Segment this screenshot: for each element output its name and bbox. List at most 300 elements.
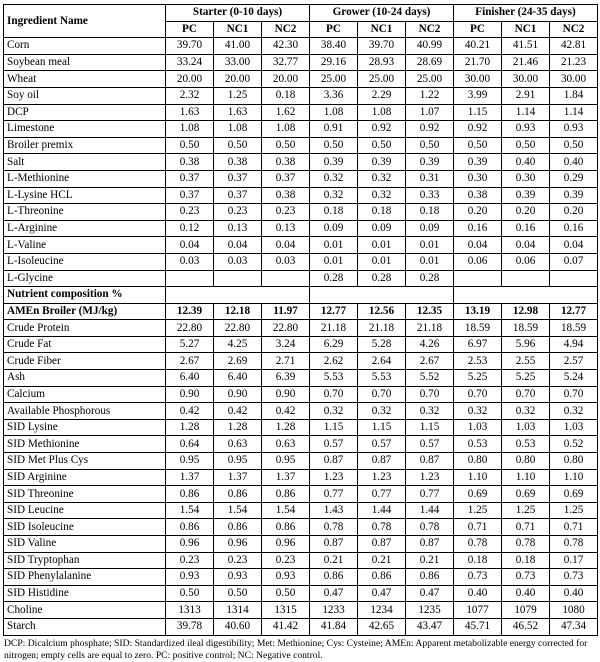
cell-grower-pc: 29.16 <box>310 54 358 71</box>
cell-grower-nc1: 0.87 <box>358 536 406 553</box>
cell-finisher-nc1: 0.71 <box>502 519 550 536</box>
cell-finisher-nc1: 46.52 <box>502 618 550 635</box>
cell-starter-pc <box>166 270 214 287</box>
cell-grower-nc2: 0.18 <box>406 204 454 221</box>
cell-grower-nc1: 0.47 <box>358 585 406 602</box>
cell-grower-nc2: 0.57 <box>406 436 454 453</box>
cell-finisher-pc: 0.30 <box>454 170 502 187</box>
header-row-phases <box>4 5 598 22</box>
cell-finisher-nc1: 0.80 <box>502 453 550 470</box>
nutrient-row-crude-protein <box>4 320 598 337</box>
cell-starter-nc1: 0.42 <box>214 403 262 420</box>
cell-finisher-nc1: 0.30 <box>502 170 550 187</box>
ingredient-name: L-Threonine <box>4 204 166 221</box>
cell-starter-nc2: 0.96 <box>262 536 310 553</box>
cell-finisher-pc: 0.92 <box>454 121 502 138</box>
cell-grower-nc2: 0.50 <box>406 137 454 154</box>
cell-starter-pc: 22.80 <box>166 320 214 337</box>
cell-grower-nc1: 0.92 <box>358 121 406 138</box>
nutrient-row-choline <box>4 602 598 619</box>
nutrient-row-ash <box>4 370 598 387</box>
cell-grower-nc1: 0.70 <box>358 386 406 403</box>
cell-grower-nc1: 2.29 <box>358 87 406 104</box>
cell-grower-pc: 1.15 <box>310 419 358 436</box>
cell-finisher-nc2: 0.73 <box>550 569 598 586</box>
ingredient-name: Wheat <box>4 71 166 88</box>
ingredients-section <box>4 38 598 287</box>
nutrient-name: SID Valine <box>4 536 166 553</box>
cell-starter-nc1: 0.96 <box>214 536 262 553</box>
cell-grower-nc1: 1.44 <box>358 502 406 519</box>
cell-finisher-nc2: 0.69 <box>550 486 598 503</box>
cell-starter-nc1: 0.38 <box>214 154 262 171</box>
cell-starter-pc: 0.12 <box>166 220 214 237</box>
col-header-finisher-nc2: NC2 <box>550 21 598 38</box>
cell-grower-nc2: 0.87 <box>406 453 454 470</box>
cell-starter-nc2: 0.93 <box>262 569 310 586</box>
cell-starter-nc2: 0.13 <box>262 220 310 237</box>
ingredient-row-broiler-premix <box>4 137 598 154</box>
cell-grower-nc1: 0.28 <box>358 270 406 287</box>
cell-starter-pc: 0.95 <box>166 453 214 470</box>
cell-starter-pc: 5.27 <box>166 336 214 353</box>
cell-starter-pc: 0.38 <box>166 154 214 171</box>
cell-finisher-nc2: 0.04 <box>550 237 598 254</box>
cell-grower-nc1: 0.01 <box>358 237 406 254</box>
cell-starter-pc: 1.63 <box>166 104 214 121</box>
cell-finisher-pc: 6.97 <box>454 336 502 353</box>
cell-grower-nc2: 0.92 <box>406 121 454 138</box>
cell-starter-pc: 0.37 <box>166 170 214 187</box>
cell-starter-nc1: 0.37 <box>214 187 262 204</box>
cell-starter-nc2: 0.86 <box>262 486 310 503</box>
cell-finisher-nc2: 4.94 <box>550 336 598 353</box>
cell-grower-pc: 25.00 <box>310 71 358 88</box>
cell-starter-pc: 0.37 <box>166 187 214 204</box>
cell-grower-pc: 1.08 <box>310 104 358 121</box>
col-header-starter-pc: PC <box>166 21 214 38</box>
cell-grower-nc2: 0.01 <box>406 253 454 270</box>
diet-composition-table <box>3 4 598 636</box>
ingredient-name: Corn <box>4 38 166 55</box>
cell-starter-nc2: 3.24 <box>262 336 310 353</box>
cell-starter-nc1: 0.37 <box>214 170 262 187</box>
cell-grower-nc2: 4.26 <box>406 336 454 353</box>
cell-finisher-nc2: 47.34 <box>550 618 598 635</box>
nutrient-name: SID Tryptophan <box>4 552 166 569</box>
cell-grower-nc2: 43.47 <box>406 618 454 635</box>
cell-finisher-pc: 3.99 <box>454 87 502 104</box>
cell-finisher-pc: 40.21 <box>454 38 502 55</box>
cell-finisher-nc2: 1.03 <box>550 419 598 436</box>
cell-grower-pc: 1233 <box>310 602 358 619</box>
cell-grower-nc2: 0.78 <box>406 519 454 536</box>
cell-finisher-nc1: 1079 <box>502 602 550 619</box>
cell-grower-nc2: 1235 <box>406 602 454 619</box>
ingredient-name-header: Ingredient Name <box>4 5 166 38</box>
cell-finisher-pc: 45.71 <box>454 618 502 635</box>
col-header-grower-nc1: NC1 <box>358 21 406 38</box>
cell-finisher-nc2: 12.77 <box>550 303 598 320</box>
cell-finisher-pc: 2.53 <box>454 353 502 370</box>
ingredient-row-soybean-meal <box>4 54 598 71</box>
cell-starter-nc2: 6.39 <box>262 370 310 387</box>
cell-grower-nc1: 0.77 <box>358 486 406 503</box>
ingredient-row-limestone <box>4 121 598 138</box>
cell-finisher-nc2: 1.10 <box>550 469 598 486</box>
cell-grower-nc1: 0.09 <box>358 220 406 237</box>
cell-grower-nc1: 28.93 <box>358 54 406 71</box>
cell-finisher-nc2: 0.40 <box>550 154 598 171</box>
cell-finisher-nc1: 18.59 <box>502 320 550 337</box>
cell-starter-nc1: 1.37 <box>214 469 262 486</box>
cell-finisher-pc: 1.25 <box>454 502 502 519</box>
nutrient-row-sid-phenylalanine <box>4 569 598 586</box>
cell-finisher-nc2: 0.39 <box>550 187 598 204</box>
nutrient-name: SID Arginine <box>4 469 166 486</box>
cell-starter-nc2: 32.77 <box>262 54 310 71</box>
nutrient-name: SID Met Plus Cys <box>4 453 166 470</box>
ingredient-name: Limestone <box>4 121 166 138</box>
cell-starter-pc: 0.86 <box>166 519 214 536</box>
nutrient-name: Calcium <box>4 386 166 403</box>
ingredient-row-wheat <box>4 71 598 88</box>
cell-grower-nc1: 0.78 <box>358 519 406 536</box>
cell-starter-nc1: 40.60 <box>214 618 262 635</box>
cell-grower-nc2: 1.15 <box>406 419 454 436</box>
cell-grower-nc1: 1.08 <box>358 104 406 121</box>
cell-starter-nc2: 11.97 <box>262 303 310 320</box>
cell-finisher-nc1: 5.96 <box>502 336 550 353</box>
cell-grower-nc1: 0.50 <box>358 137 406 154</box>
ingredient-name: Soybean meal <box>4 54 166 71</box>
nutrients-section <box>4 303 598 635</box>
cell-grower-pc: 0.78 <box>310 519 358 536</box>
cell-grower-nc2: 0.01 <box>406 237 454 254</box>
cell-starter-nc2: 0.50 <box>262 137 310 154</box>
cell-starter-pc: 1.54 <box>166 502 214 519</box>
nutrient-name: SID Lysine <box>4 419 166 436</box>
cell-grower-nc2: 0.87 <box>406 536 454 553</box>
cell-starter-nc1: 6.40 <box>214 370 262 387</box>
cell-finisher-pc: 1077 <box>454 602 502 619</box>
cell-starter-nc2: 0.86 <box>262 519 310 536</box>
cell-finisher-nc2: 42.81 <box>550 38 598 55</box>
cell-starter-nc2: 1315 <box>262 602 310 619</box>
cell-finisher-pc: 1.03 <box>454 419 502 436</box>
cell-starter-nc1: 0.23 <box>214 204 262 221</box>
cell-finisher-pc: 0.78 <box>454 536 502 553</box>
cell-finisher-nc2: 1080 <box>550 602 598 619</box>
cell-starter-nc1: 0.03 <box>214 253 262 270</box>
cell-grower-nc1: 0.39 <box>358 154 406 171</box>
ingredient-name: Soy oil <box>4 87 166 104</box>
nutrient-row-available-phosphorous <box>4 403 598 420</box>
cell-finisher-nc1: 0.53 <box>502 436 550 453</box>
cell-grower-pc: 6.29 <box>310 336 358 353</box>
cell-grower-pc: 0.50 <box>310 137 358 154</box>
cell-starter-nc1: 2.69 <box>214 353 262 370</box>
cell-finisher-nc2: 0.32 <box>550 403 598 420</box>
cell-starter-nc2: 0.18 <box>262 87 310 104</box>
cell-starter-nc1: 0.93 <box>214 569 262 586</box>
cell-starter-nc2: 20.00 <box>262 71 310 88</box>
cell-finisher-nc2: 0.29 <box>550 170 598 187</box>
nutrient-row-sid-isoleucine <box>4 519 598 536</box>
cell-starter-pc: 0.23 <box>166 204 214 221</box>
cell-finisher-nc2: 0.71 <box>550 519 598 536</box>
cell-starter-nc2: 0.38 <box>262 187 310 204</box>
cell-grower-nc1: 1.15 <box>358 419 406 436</box>
cell-grower-nc2: 1.44 <box>406 502 454 519</box>
cell-grower-nc1: 1.23 <box>358 469 406 486</box>
cell-starter-pc: 0.42 <box>166 403 214 420</box>
nutrient-row-crude-fiber <box>4 353 598 370</box>
cell-finisher-pc: 30.00 <box>454 71 502 88</box>
cell-finisher-pc: 1.10 <box>454 469 502 486</box>
cell-starter-nc1: 1.08 <box>214 121 262 138</box>
phase-header-starter: Starter (0-10 days) <box>166 5 310 22</box>
cell-finisher-pc: 0.80 <box>454 453 502 470</box>
cell-finisher-nc2 <box>550 270 598 287</box>
cell-finisher-nc2: 2.57 <box>550 353 598 370</box>
cell-starter-nc1: 0.50 <box>214 585 262 602</box>
col-header-finisher-pc: PC <box>454 21 502 38</box>
cell-grower-pc: 0.32 <box>310 187 358 204</box>
cell-starter-nc1: 41.00 <box>214 38 262 55</box>
ingredient-row-corn <box>4 38 598 55</box>
cell-grower-pc: 0.18 <box>310 204 358 221</box>
table-footnote: DCP: Dicalcium phosphate; SID: Standardized ileal digestibility; Met: Methionine; Cys: Cysteine; AMEn: Apparent metabolizable energy corrected for nitrogen; empty cells are equal to zero. PC: positive control; NC: Negative control. <box>4 637 588 661</box>
cell-grower-nc1: 0.21 <box>358 552 406 569</box>
cell-grower-pc: 0.87 <box>310 536 358 553</box>
cell-starter-pc: 0.96 <box>166 536 214 553</box>
cell-grower-pc: 3.36 <box>310 87 358 104</box>
cell-grower-pc: 0.86 <box>310 569 358 586</box>
cell-starter-pc: 20.00 <box>166 71 214 88</box>
cell-starter-pc: 33.24 <box>166 54 214 71</box>
cell-finisher-pc: 0.70 <box>454 386 502 403</box>
cell-starter-nc1: 0.23 <box>214 552 262 569</box>
cell-grower-pc: 41.84 <box>310 618 358 635</box>
cell-finisher-pc: 0.50 <box>454 137 502 154</box>
cell-starter-nc1: 0.04 <box>214 237 262 254</box>
cell-grower-nc1: 0.86 <box>358 569 406 586</box>
nutrient-row-sid-tryptophan <box>4 552 598 569</box>
cell-finisher-nc2: 30.00 <box>550 71 598 88</box>
cell-grower-pc: 0.87 <box>310 453 358 470</box>
nutrient-name: SID Phenylalanine <box>4 569 166 586</box>
cell-finisher-nc1: 12.98 <box>502 303 550 320</box>
cell-grower-pc: 0.47 <box>310 585 358 602</box>
nutrient-row-sid-methionine <box>4 436 598 453</box>
cell-starter-nc1: 0.86 <box>214 519 262 536</box>
cell-starter-nc2: 1.08 <box>262 121 310 138</box>
cell-grower-nc1: 5.28 <box>358 336 406 353</box>
cell-finisher-nc1: 0.93 <box>502 121 550 138</box>
cell-finisher-nc1 <box>502 270 550 287</box>
cell-starter-nc2: 0.23 <box>262 552 310 569</box>
cell-finisher-pc: 21.70 <box>454 54 502 71</box>
cell-finisher-nc1: 1.25 <box>502 502 550 519</box>
cell-finisher-nc2: 1.25 <box>550 502 598 519</box>
cell-starter-pc: 0.23 <box>166 552 214 569</box>
cell-grower-pc: 12.77 <box>310 303 358 320</box>
cell-grower-nc1: 0.87 <box>358 453 406 470</box>
cell-starter-nc1: 0.13 <box>214 220 262 237</box>
cell-grower-nc2: 21.18 <box>406 320 454 337</box>
ingredient-row-l-valine <box>4 237 598 254</box>
cell-finisher-nc1: 0.18 <box>502 552 550 569</box>
cell-finisher-nc2: 21.23 <box>550 54 598 71</box>
ingredient-row-l-lysine-hcl <box>4 187 598 204</box>
cell-starter-nc1: 1.54 <box>214 502 262 519</box>
cell-grower-nc1: 21.18 <box>358 320 406 337</box>
cell-grower-nc1: 2.64 <box>358 353 406 370</box>
cell-grower-nc2: 0.28 <box>406 270 454 287</box>
phase-header-grower: Grower (10-24 days) <box>310 5 454 22</box>
cell-starter-nc1: 20.00 <box>214 71 262 88</box>
cell-finisher-nc1: 0.78 <box>502 536 550 553</box>
ingredient-name: L-Arginine <box>4 220 166 237</box>
nutrient-name: Choline <box>4 602 166 619</box>
cell-starter-pc: 0.93 <box>166 569 214 586</box>
cell-finisher-nc1: 1.14 <box>502 104 550 121</box>
cell-finisher-pc: 0.40 <box>454 585 502 602</box>
ingredient-name: DCP <box>4 104 166 121</box>
cell-starter-nc1: 1314 <box>214 602 262 619</box>
cell-starter-nc2: 2.71 <box>262 353 310 370</box>
ingredient-name: L-Lysine HCL <box>4 187 166 204</box>
ingredient-row-salt <box>4 154 598 171</box>
cell-starter-pc: 0.64 <box>166 436 214 453</box>
cell-grower-nc2: 0.09 <box>406 220 454 237</box>
cell-grower-nc1: 0.57 <box>358 436 406 453</box>
ingredient-row-l-arginine <box>4 220 598 237</box>
cell-starter-nc1: 0.90 <box>214 386 262 403</box>
cell-starter-nc1: 1.25 <box>214 87 262 104</box>
cell-starter-nc2: 0.37 <box>262 170 310 187</box>
cell-finisher-pc: 0.20 <box>454 204 502 221</box>
nutrient-row-sid-valine <box>4 536 598 553</box>
nutrient-section-header <box>4 287 598 304</box>
cell-finisher-nc2: 0.40 <box>550 585 598 602</box>
cell-starter-pc: 2.67 <box>166 353 214 370</box>
nutrient-name: Crude Protein <box>4 320 166 337</box>
phase-header-finisher: Finisher (24-35 days) <box>454 5 598 22</box>
cell-starter-pc: 0.50 <box>166 137 214 154</box>
cell-grower-pc: 0.77 <box>310 486 358 503</box>
cell-finisher-pc: 0.71 <box>454 519 502 536</box>
nutrient-row-sid-threonine <box>4 486 598 503</box>
cell-grower-pc: 0.57 <box>310 436 358 453</box>
cell-finisher-pc: 5.25 <box>454 370 502 387</box>
cell-starter-pc: 0.03 <box>166 253 214 270</box>
cell-grower-nc2: 0.70 <box>406 386 454 403</box>
col-header-grower-pc: PC <box>310 21 358 38</box>
cell-grower-nc1: 12.56 <box>358 303 406 320</box>
cell-starter-nc2: 41.42 <box>262 618 310 635</box>
cell-finisher-pc: 0.04 <box>454 237 502 254</box>
cell-grower-pc: 0.28 <box>310 270 358 287</box>
nutrient-name: Ash <box>4 370 166 387</box>
cell-starter-nc1: 0.50 <box>214 137 262 154</box>
cell-grower-pc: 0.01 <box>310 253 358 270</box>
ingredient-name: L-Methionine <box>4 170 166 187</box>
cell-finisher-nc1: 0.40 <box>502 154 550 171</box>
cell-grower-nc1: 0.01 <box>358 253 406 270</box>
ingredient-row-soy-oil <box>4 87 598 104</box>
cell-grower-nc1: 25.00 <box>358 71 406 88</box>
ingredient-name: Broiler premix <box>4 137 166 154</box>
cell-finisher-nc1: 2.91 <box>502 87 550 104</box>
cell-grower-nc2: 0.86 <box>406 569 454 586</box>
cell-grower-nc1: 0.32 <box>358 187 406 204</box>
nutrient-name: Crude Fat <box>4 336 166 353</box>
cell-finisher-nc2: 0.80 <box>550 453 598 470</box>
cell-grower-pc: 5.53 <box>310 370 358 387</box>
cell-grower-pc: 38.40 <box>310 38 358 55</box>
nutrient-row-sid-lysine <box>4 419 598 436</box>
cell-starter-nc2: 0.04 <box>262 237 310 254</box>
cell-grower-nc2: 0.33 <box>406 187 454 204</box>
cell-starter-pc: 6.40 <box>166 370 214 387</box>
nutrient-row-sid-met-plus-cys <box>4 453 598 470</box>
cell-finisher-nc2: 0.20 <box>550 204 598 221</box>
cell-grower-nc1: 1234 <box>358 602 406 619</box>
cell-finisher-pc: 0.32 <box>454 403 502 420</box>
cell-finisher-nc1: 41.51 <box>502 38 550 55</box>
nutrient-name: AMEn Broiler (MJ/kg) <box>4 303 166 320</box>
cell-grower-pc: 0.01 <box>310 237 358 254</box>
nutrient-name: SID Leucine <box>4 502 166 519</box>
cell-starter-nc2: 0.38 <box>262 154 310 171</box>
cell-finisher-nc1: 1.10 <box>502 469 550 486</box>
cell-grower-nc2: 1.22 <box>406 87 454 104</box>
cell-starter-pc: 39.70 <box>166 38 214 55</box>
cell-grower-pc: 21.18 <box>310 320 358 337</box>
ingredient-row-l-isoleucine <box>4 253 598 270</box>
ingredient-name: L-Valine <box>4 237 166 254</box>
cell-grower-nc2: 0.31 <box>406 170 454 187</box>
cell-starter-nc1: 1.28 <box>214 419 262 436</box>
cell-finisher-pc: 0.16 <box>454 220 502 237</box>
cell-finisher-nc1: 30.00 <box>502 71 550 88</box>
cell-finisher-nc1: 0.69 <box>502 486 550 503</box>
cell-starter-nc2 <box>262 270 310 287</box>
cell-grower-pc: 0.91 <box>310 121 358 138</box>
cell-finisher-nc2: 1.14 <box>550 104 598 121</box>
cell-starter-pc: 0.50 <box>166 585 214 602</box>
cell-finisher-nc1: 0.40 <box>502 585 550 602</box>
cell-starter-nc1: 33.00 <box>214 54 262 71</box>
nutrient-name: Starch <box>4 618 166 635</box>
cell-finisher-nc1: 0.16 <box>502 220 550 237</box>
cell-finisher-nc2: 18.59 <box>550 320 598 337</box>
cell-finisher-nc1: 0.06 <box>502 253 550 270</box>
cell-starter-nc1: 22.80 <box>214 320 262 337</box>
cell-grower-nc2: 12.35 <box>406 303 454 320</box>
document <box>3 0 597 662</box>
cell-starter-pc: 0.90 <box>166 386 214 403</box>
ingredient-name: L-Isoleucine <box>4 253 166 270</box>
cell-grower-pc: 1.43 <box>310 502 358 519</box>
cell-starter-pc: 2.32 <box>166 87 214 104</box>
cell-finisher-nc2: 0.50 <box>550 137 598 154</box>
cell-grower-nc2: 2.67 <box>406 353 454 370</box>
cell-finisher-nc2: 0.78 <box>550 536 598 553</box>
cell-finisher-nc2: 0.07 <box>550 253 598 270</box>
